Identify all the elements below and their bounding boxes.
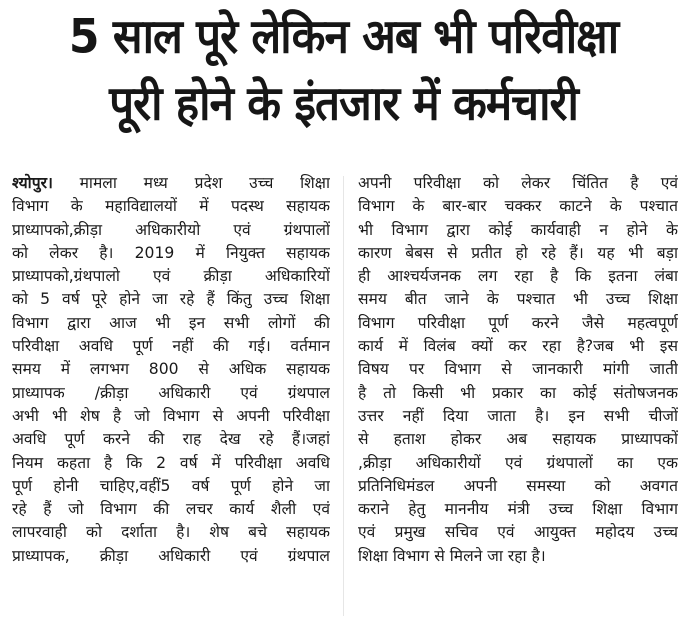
dateline: श्योपुर। [12,174,53,192]
article-line: अपनी परिवीक्षा को लेकर चिंतित है एवं [358,174,678,192]
article-line: भी विभाग द्वारा कोई कार्यवाही न होने के [358,220,678,239]
article-line: समय बीत जाने के पश्चात भी उच्च शिक्षा [358,290,678,309]
article-line: से हताश होकर अब सहायक प्राध्यापकों [358,430,678,449]
article-line: अभी भी शेष है जो विभाग से अपनी परिवीक्षा [12,406,330,425]
headline [0,4,687,138]
article-line: प्राध्यापको,क्रीड़ा अधिकारीयो एवं ग्रंथपालों [12,220,330,239]
article-line: ही आश्चर्यजनक लग रहा है कि इतना लंबा [358,267,678,286]
article-line-text: मामला मध्य प्रदेश उच्च शिक्षा [52,174,330,192]
article-line: प्राध्यापक, क्रीड़ा अधिकारी एवं ग्रंथपाल [12,546,330,565]
article-line: रहे हैं जो विभाग की लचर कार्य शैली एवं [12,500,330,519]
article-column-right [358,172,678,568]
headline-line-1: 5 साल पूरे लेकिन अब भी परिवीक्षा [68,9,619,65]
article-line: विभाग द्वारा आज भी इन सभी लोगों की [12,313,330,332]
article-line: कार्य में विलंब क्यों कर रहा है?जब भी इस [358,337,678,356]
article-line: को लेकर है। 2019 में नियुक्त सहायक [12,243,330,262]
column-divider [343,176,344,616]
article-line: है तो किसी भी प्रकार का कोई संतोषजनक [358,383,678,402]
article-line: विभाग परिवीक्षा पूर्ण करने जैसे महत्वपूर्ण [358,313,678,332]
article-line: विभाग के महाविद्यालयों में पदस्थ सहायक [12,197,330,216]
headline-line-2: पूरी होने के इंतजार में कर्मचारी [109,76,578,132]
article-line: को 5 वर्ष पूरे होने जा रहे हैं किंतु उच्च शिक्षा [12,290,330,309]
article-line: शिक्षा विभाग से मिलने जा रहा है। [358,546,546,565]
article-line: कराने हेतु माननीय मंत्री उच्च शिक्षा विभाग [358,500,678,519]
article-column-left [12,172,330,568]
article-line: परिवीक्षा अवधि पूर्ण नहीं की गई। वर्तमान [12,337,330,356]
article-line: नियम कहता है कि 2 वर्ष में परिवीक्षा अवधि [12,453,330,472]
article-line: एवं प्रमुख सचिव एवं आयुक्त महोदय उच्च [358,523,678,542]
article-line: उत्तर नहीं दिया जाता है। इन सभी चीजों [358,406,678,425]
article-line: विभाग के बार-बार चक्कर काटने के पश्चात [358,197,678,216]
article-line: कारण बेबस से प्रतीत हो रहे हैं। यह भी बड़ा [358,243,678,262]
article-line: पूर्ण होनी चाहिए,वहीं5 वर्ष पूर्ण होने जा [12,476,330,495]
article-line: प्रतिनिधिमंडल अपनी समस्या को अवगत [358,476,678,495]
article-line: विषय पर विभाग से जानकारी मांगी जाती [358,360,678,379]
article-line: ,क्रीड़ा अधिकारीयों एवं ग्रंथपालों का एक [358,453,678,472]
article-line: अवधि पूर्ण करने की राह देख रहे हैं।जहां [12,430,330,449]
article-line: प्राध्यापक /क्रीड़ा अधिकारी एवं ग्रंथपाल [12,383,330,402]
article-line [12,172,330,195]
article-line: प्राध्यापको,ग्रंथपालो एवं क्रीड़ा अधिकारियों [12,267,330,286]
article-line: समय में लगभग 800 से अधिक सहायक [12,360,330,379]
article-line: लापरवाही को दर्शाता है। शेष बचे सहायक [12,523,330,542]
